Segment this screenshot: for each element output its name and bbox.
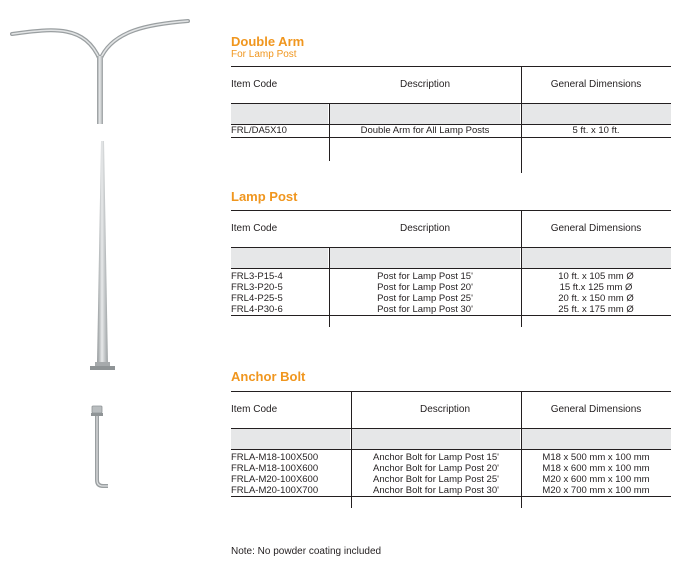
cell-dimensions: M18 x 500 mm x 100 mm [542, 452, 650, 463]
table-header [231, 391, 671, 429]
cell-item-code: FRLA-M18-100X600 [231, 463, 319, 474]
cell-dimensions: 25 ft. x 175 mm Ø [558, 304, 634, 315]
table-band [231, 429, 671, 450]
cell-description: Post for Lamp Post 15' [377, 271, 473, 282]
cell-item-code: FRLA-M20-100X600 [231, 474, 319, 485]
spec-table [231, 66, 671, 138]
cell-description: Double Arm for All Lamp Posts [360, 125, 490, 136]
header-description: Description [399, 223, 451, 234]
table-body [231, 125, 671, 138]
cell-description: Post for Lamp Post 20' [377, 282, 473, 293]
table-body [231, 450, 671, 497]
table-header [231, 210, 671, 248]
table-row [231, 271, 671, 282]
cell-dimensions: 5 ft. x 10 ft. [572, 125, 620, 136]
cell-description: Post for Lamp Post 30' [377, 304, 473, 315]
header-item-code: Item Code [231, 79, 278, 90]
table-row [231, 485, 671, 496]
cell-item-code: FRLA-M20-100X700 [231, 485, 319, 496]
double-arm-illustration [12, 21, 188, 124]
table-band [231, 104, 671, 125]
cell-description: Anchor Bolt for Lamp Post 30' [373, 485, 499, 496]
cell-item-code: FRL3-P15-4 [231, 271, 283, 282]
table-row [231, 463, 671, 474]
header-dimensions: General Dimensions [550, 223, 642, 234]
lamp-post-illustration [90, 141, 115, 370]
table-band [231, 248, 671, 269]
table-row [231, 474, 671, 485]
header-description: Description [419, 404, 471, 415]
table-row [231, 282, 671, 293]
table-row [231, 293, 671, 304]
section-anchor-bolt [231, 369, 671, 497]
section-subtitle: For Lamp Post [231, 49, 297, 60]
header-item-code: Item Code [231, 404, 278, 415]
cell-dimensions: 20 ft. x 150 mm Ø [558, 293, 634, 304]
table-header [231, 66, 671, 104]
cell-dimensions: M18 x 600 mm x 100 mm [542, 463, 650, 474]
cell-item-code: FRLA-M18-100X500 [231, 452, 319, 463]
cell-item-code: FRL3-P20-5 [231, 282, 283, 293]
header-dimensions: General Dimensions [550, 79, 642, 90]
table-row [231, 304, 671, 315]
cell-description: Anchor Bolt for Lamp Post 25' [373, 474, 499, 485]
cell-dimensions: 10 ft. x 105 mm Ø [558, 271, 634, 282]
header-description: Description [399, 79, 451, 90]
section-title: Lamp Post [231, 189, 298, 204]
spec-table [231, 210, 671, 316]
cell-dimensions: 15 ft.x 125 mm Ø [559, 282, 633, 293]
anchor-bolt-illustration [91, 406, 108, 486]
cell-description: Anchor Bolt for Lamp Post 15' [373, 452, 499, 463]
cell-dimensions: M20 x 700 mm x 100 mm [542, 485, 650, 496]
cell-item-code: FRL/DA5X10 [231, 125, 287, 136]
cell-item-code: FRL4-P25-5 [231, 293, 283, 304]
cell-dimensions: M20 x 600 mm x 100 mm [542, 474, 650, 485]
section-title: Anchor Bolt [231, 369, 306, 384]
footnote: Note: No powder coating included [231, 546, 382, 557]
section-title: Double Arm [231, 34, 305, 49]
table-row [231, 452, 671, 463]
section-double-arm [231, 34, 671, 138]
table-row [231, 125, 671, 137]
cell-description: Anchor Bolt for Lamp Post 20' [373, 463, 499, 474]
header-item-code: Item Code [231, 223, 278, 234]
cell-item-code: FRL4-P30-6 [231, 304, 283, 315]
table-body [231, 269, 671, 316]
spec-table [231, 391, 671, 497]
section-lamp-post [231, 189, 671, 316]
product-illustrations [0, 0, 220, 569]
header-dimensions: General Dimensions [550, 404, 642, 415]
cell-description: Post for Lamp Post 25' [377, 293, 473, 304]
